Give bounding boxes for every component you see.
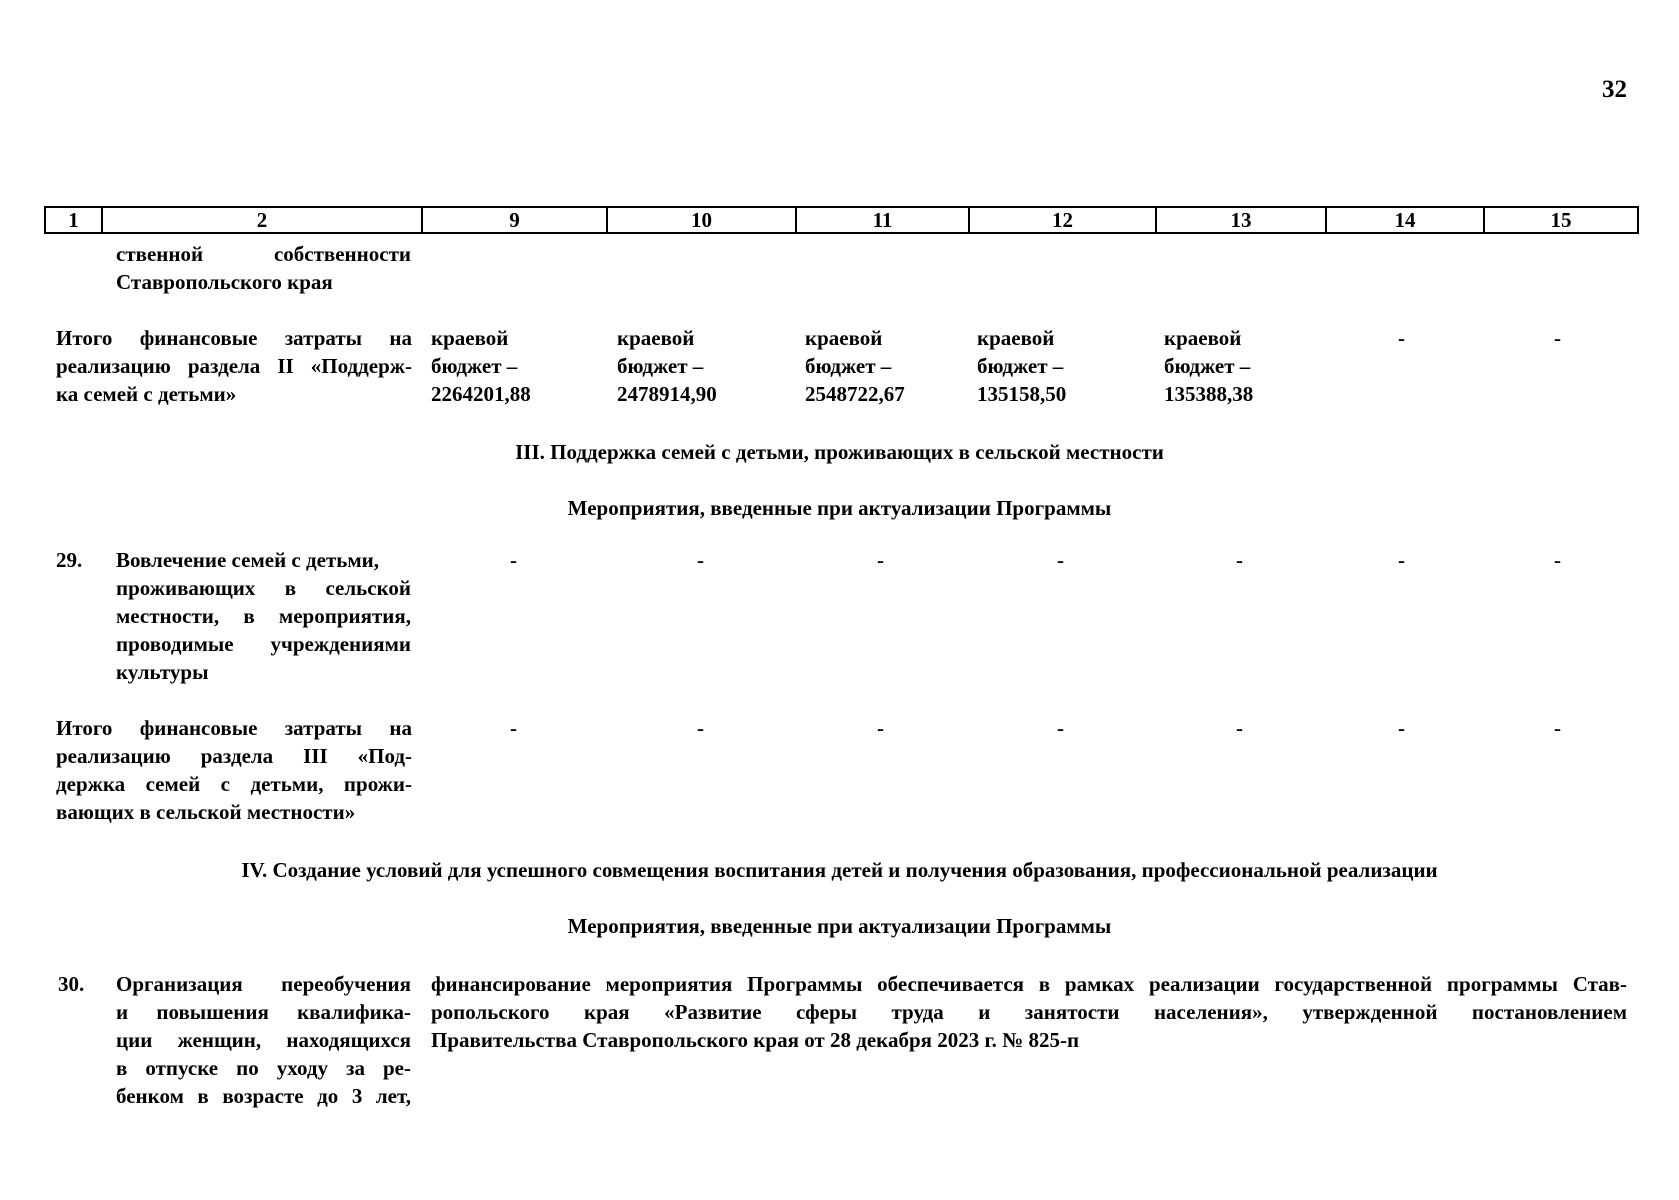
item30-financing-line: ропольского края «Развитие сферы труда и занятости населения», утвержденной постановлением [431,1000,1627,1024]
total-section2-label-line: Итого финансовые затраты на [56,326,412,350]
column-header-9: 9 [422,207,607,233]
total-section3-label-line: вающих в сельской местности» [56,800,356,824]
item29-text-line: Вовлечение семей с детьми, [116,548,380,572]
budget-label: бюджет – [805,354,892,378]
dash-col-14: - [1398,716,1405,740]
total-section3-label-line: реализацию раздела III «Под- [56,744,412,768]
dash-col-14: - [1398,326,1405,350]
item30-number: 30. [58,972,85,996]
item30-text-line: и повышения квалифика- [116,1000,411,1024]
item30-text-line: в отпуске по уходу за ре- [116,1056,411,1080]
dash-col-12: - [1057,716,1064,740]
item30-text [116,970,411,1110]
total-section3-label [56,714,412,826]
continuation-text [116,240,411,296]
dash-col-10: - [697,548,704,572]
column-header-11: 11 [796,207,969,233]
budget-col-10 [617,324,717,408]
column-header-13: 13 [1156,207,1326,233]
item30-text-line: бенком в возрасте до 3 лет, [116,1084,411,1108]
dash-col-15: - [1554,716,1561,740]
item30-financing-line: финансирование мероприятия Программы обеспечивается в рамках реализации государственной программы Став- [431,972,1627,996]
dash-col-9: - [510,548,517,572]
item29-text-line: проводимые учреждениями [116,632,411,656]
dash-col-11: - [877,716,884,740]
dash-col-12: - [1057,548,1064,572]
column-header-10: 10 [607,207,796,233]
total-section2-label-line: ка семей с детьми» [56,382,237,406]
dash-col-9: - [510,716,517,740]
budget-label: краевой [617,326,695,350]
item29-text-line: культуры [116,660,209,684]
budget-label: бюджет – [617,354,704,378]
column-header-12: 12 [969,207,1156,233]
dash-col-13: - [1236,716,1243,740]
section3-title: III. Поддержка семей с детьми, проживающих в сельской местности [515,440,1164,464]
continuation-line-2: Ставропольского края [116,270,333,294]
budget-value: 135158,50 [977,382,1067,406]
total-section3-label-line: Итого финансовые затраты на [56,716,412,740]
total-section3-label-line: держка семей с детьми, прожи- [56,772,412,796]
budget-value: 2478914,90 [617,382,717,406]
budget-col-9 [431,324,531,408]
item30-text-line: Организация переобучения [116,972,411,996]
dash-col-11: - [877,548,884,572]
item30-financing-line: Правительства Ставропольского края от 28 декабря 2023 г. № 825-п [431,1028,1080,1052]
budget-label: бюджет – [977,354,1064,378]
budget-label: бюджет – [1164,354,1251,378]
column-number-header [44,206,1639,234]
section4-title: IV. Создание условий для успешного совмещения воспитания детей и получения образования, профессиональной реализации [241,858,1438,882]
budget-label: краевой [1164,326,1242,350]
dash-col-15: - [1554,326,1561,350]
section4-subtitle: Мероприятия, введенные при актуализации Программы [567,914,1112,938]
budget-col-12 [977,324,1066,408]
budget-value: 2264201,88 [431,382,531,406]
item29-text-line: проживающих в сельской [116,576,411,600]
item29-text-line: местности, в мероприятия, [116,604,411,628]
budget-value: 135388,38 [1164,382,1254,406]
dash-col-10: - [697,716,704,740]
item30-financing [431,970,1627,1054]
item30-text-line: ции женщин, находящихся [116,1028,411,1052]
dash-col-14: - [1398,548,1405,572]
column-header-14: 14 [1326,207,1484,233]
budget-label: краевой [977,326,1055,350]
dash-col-15: - [1554,548,1561,572]
column-header-15: 15 [1484,207,1638,233]
budget-label: бюджет – [431,354,518,378]
budget-label: краевой [805,326,883,350]
dash-col-13: - [1236,548,1243,572]
continuation-line-1: ственной собственности [116,242,411,266]
column-header-2: 2 [102,207,422,233]
total-section2-label [56,324,412,408]
column-header-1: 1 [45,207,102,233]
item29-text [116,546,411,686]
item29-number: 29. [56,548,83,572]
budget-col-13 [1164,324,1253,408]
page-number: 32 [1602,76,1627,103]
budget-col-11 [805,324,905,408]
budget-label: краевой [431,326,509,350]
total-section2-label-line: реализацию раздела II «Поддерж- [56,354,412,378]
section3-subtitle: Мероприятия, введенные при актуализации Программы [567,496,1112,520]
budget-value: 2548722,67 [805,382,905,406]
